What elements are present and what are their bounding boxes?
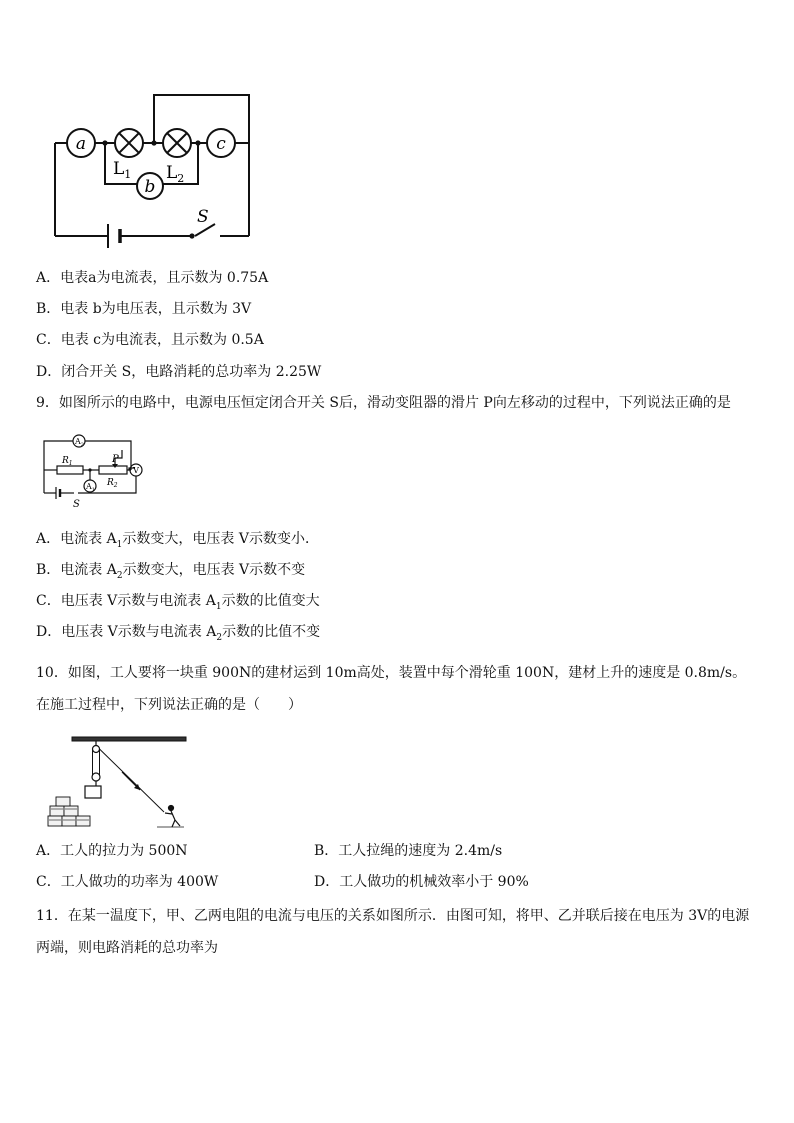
q8-option-a: A．电表a为电流表，且示数为 0.75A [36,270,269,286]
lamp-l1-label: $L_1$ [113,159,132,181]
q10-option-c-text: C．工人做功的功率为 400W [36,874,219,890]
voltmeter-v-label: V [133,466,139,475]
q9-option-c: C．电压表 V示数与电流表 $A_1$示数的比值变大 [36,593,320,612]
q9-option-a: A．电流表 $A_1$示数变大，电压表 V示数变小． [36,531,319,550]
q8-option-b: B．电表 b为电压表，且示数为 3V [36,301,252,317]
ammeter-a2-label: $A_2$ [75,437,84,448]
q9-stem: 9．如图所示的电路中，电源电压恒定闭合开关 S后，滑动变阻器的滑片 P向左移动的过程中，下列说法正确的是 [36,395,731,411]
meter-c-label: c [216,134,226,154]
q10-option-a-text: A．工人的拉力为 500N [36,843,188,859]
q9-circuit-diagram [40,430,150,510]
rheostat-r2-label: $R_2$ [107,478,118,489]
lamp-l2-label: $L_2$ [166,163,185,185]
q8-option-d: D．闭合开关 S，电路消耗的总功率为 2.25W [36,364,322,380]
q8-option-c: C．电表 c为电流表，且示数为 0.5A [36,332,264,348]
q8-circuit-diagram [40,88,270,248]
resistor-r1-label: $R_1$ [62,456,73,467]
q10-option-c [36,872,758,892]
meter-b-label: b [144,177,156,197]
q11-stem: 11．在某一温度下，甲、乙两电阻的电流与电压的关系如图所示．由图可知，将甲、乙并联后接在电压为 3V的电源两端，则电路消耗的总功率为 [36,908,750,956]
q9-option-b: B．电流表 $A_2$示数变大，电压表 V示数不变 [36,562,306,581]
q10-option-d-text: D．工人做功的机械效率小于 90% [314,874,529,890]
switch-s-label: S [197,207,209,227]
q10-option-b-text: B．工人拉绳的速度为 2.4m/s [314,843,503,859]
q10-stem: 10．如图，工人要将一块重 900N的建材运到 10m高处，装置中每个滑轮重 100N，建材上升的速度是 0.8m/s。在施工过程中，下列说法正确的是（ ） [36,665,747,713]
q9-option-d: D．电压表 V示数与电流表 $A_2$示数的比值不变 [36,624,321,643]
meter-a-label: a [75,134,87,154]
ammeter-a1-label: $A_1$ [86,482,95,493]
q10-option-a [36,841,758,861]
slider-p-label: P [112,454,119,465]
switch-s-label: S [73,499,80,510]
q10-pulley-diagram [44,734,194,834]
